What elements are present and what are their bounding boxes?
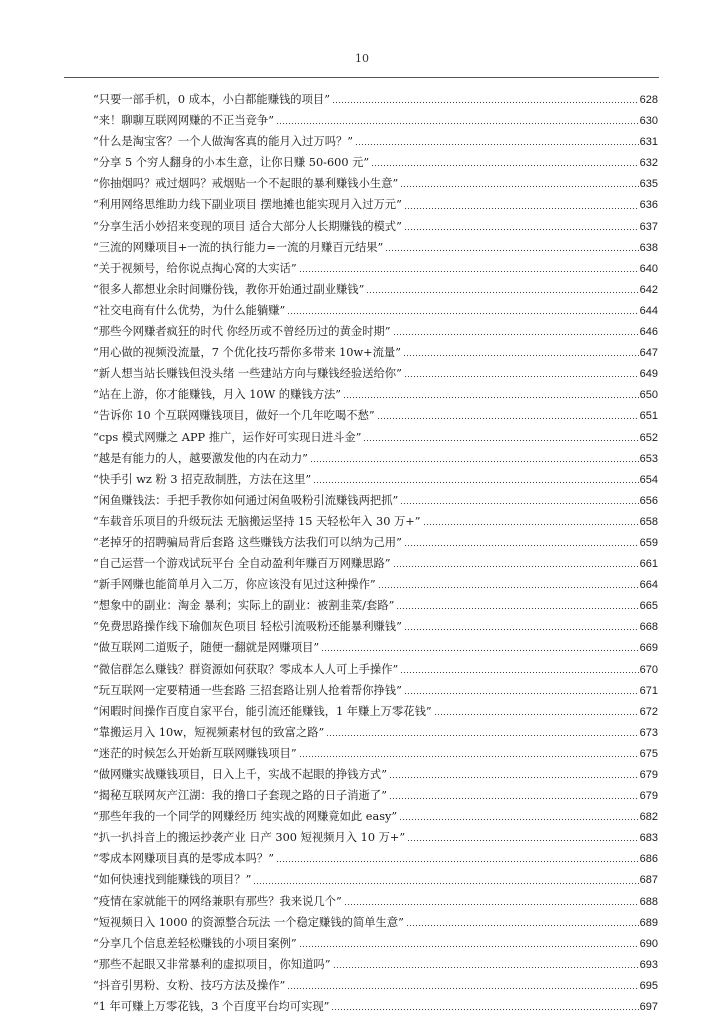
toc-entry-page-number: 665 xyxy=(639,600,658,613)
toc-entry-page-number: 649 xyxy=(639,368,658,381)
dot-leader xyxy=(344,902,639,906)
toc-entry-page-number: 664 xyxy=(639,579,658,592)
toc-entry-page-number: 668 xyxy=(639,621,658,634)
dot-leader xyxy=(299,754,639,758)
dot-leader xyxy=(321,649,638,653)
toc-entry-title: “来！聊聊互联网网赚的不正当竞争” xyxy=(93,114,275,128)
toc-entry[interactable] xyxy=(93,110,658,131)
toc-entry[interactable] xyxy=(93,848,658,869)
toc-entry-title: “做网赚实战赚钱项目，日入上千，实战不起眼的挣钱方式” xyxy=(93,768,387,781)
dot-leader xyxy=(377,417,639,421)
toc-entry-title: “你抽烟吗？戒过烟吗？戒烟贴一个不起眼的暴利赚钱小生意” xyxy=(93,177,399,191)
toc-entry-title: “微信群怎么赚钱？群资源如何获取？零成本人人可上手操作” xyxy=(93,662,399,676)
toc-entry-page-number: 646 xyxy=(639,326,658,339)
dot-leader xyxy=(434,712,639,716)
toc-entry-page-number: 640 xyxy=(639,262,658,275)
toc-entry[interactable] xyxy=(93,194,658,215)
dot-leader xyxy=(378,586,639,590)
toc-entry[interactable] xyxy=(93,701,658,722)
toc-entry[interactable] xyxy=(93,806,658,827)
dot-leader xyxy=(400,185,638,189)
dot-leader xyxy=(299,944,639,948)
toc-entry[interactable] xyxy=(93,891,658,912)
toc-entry[interactable] xyxy=(93,300,658,321)
dot-leader xyxy=(389,797,639,801)
toc-entry-title: “利用网络思维助力线下副业项目 摆地摊也能实现月入过万元” xyxy=(93,198,402,212)
toc-entry-title: “那些今网赚者疯狂的时代 你经历或不曾经历过的黄金时期” xyxy=(93,325,391,339)
toc-entry[interactable] xyxy=(93,237,658,258)
toc-entry[interactable] xyxy=(93,912,658,933)
toc-entry[interactable] xyxy=(93,680,658,701)
toc-entry[interactable] xyxy=(93,827,658,848)
toc-entry-title: “分享几个信息差轻松赚钱的小项目案例” xyxy=(93,936,297,950)
dot-leader xyxy=(423,522,639,526)
toc-entry-page-number: 637 xyxy=(639,220,658,233)
toc-entry-page-number: 651 xyxy=(639,410,658,423)
toc-entry-title: “只要一部手机，0 成本，小白都能赚钱的项目” xyxy=(93,93,330,106)
toc-entry-page-number: 630 xyxy=(639,115,658,128)
toc-entry[interactable] xyxy=(93,384,658,405)
toc-entry-page-number: 656 xyxy=(639,494,658,507)
toc-entry-title: “如何快速找到能赚钱的项目？” xyxy=(93,873,252,887)
dot-leader xyxy=(326,733,638,737)
dot-leader xyxy=(403,354,639,358)
toc-entry-title: “闲鱼赚钱法：手把手教你如何通过闲鱼吸粉引流赚钱两把抓” xyxy=(93,493,399,507)
dot-leader xyxy=(333,965,639,969)
toc-entry-title: “站在上游，你才能赚钱，月入 10W 的赚钱方法” xyxy=(93,388,342,402)
toc-entry-title: “车载音乐项目的升级玩法 无脑搬运坚持 15 天轻松年入 30 万+” xyxy=(93,514,421,528)
toc-entry-page-number: 689 xyxy=(639,916,658,929)
toc-entry[interactable] xyxy=(93,89,658,110)
toc-entry-title: “1 年可赚上万零花钱，3 个百度平台均可实现” xyxy=(93,1000,330,1014)
dot-leader xyxy=(404,206,639,210)
toc-entry-title: “零成本网赚项目真的是零成本吗？” xyxy=(93,852,275,866)
toc-entry-title: “扒一扒抖音上的搬运抄袭产业 日产 300 短视频月入 10 万+” xyxy=(93,831,406,845)
toc-entry-title: “三流的网赚项目+一流的执行能力=一流的月赚百元结果” xyxy=(93,240,384,254)
toc-entry-page-number: 690 xyxy=(639,937,658,950)
toc-entry[interactable] xyxy=(93,553,658,574)
toc-entry-page-number: 644 xyxy=(639,304,658,317)
toc-entry[interactable] xyxy=(93,279,658,300)
toc-entry-page-number: 628 xyxy=(639,94,658,106)
toc-entry[interactable] xyxy=(93,595,658,616)
toc-entry-title: “告诉你 10 个互联网赚钱项目，做好一个几年吃喝不愁” xyxy=(93,409,375,423)
toc-entry-page-number: 687 xyxy=(639,874,658,887)
dot-leader xyxy=(310,459,639,463)
toc-entry-title: “抖音引男粉、女粉、技巧方法及操作” xyxy=(93,978,286,992)
dot-leader xyxy=(366,290,638,294)
toc-entry-page-number: 631 xyxy=(639,136,658,149)
toc-entry-page-number: 673 xyxy=(639,726,658,739)
dot-leader xyxy=(407,839,638,843)
toc-entry-title: “很多人都想业余时间赚份钱，教你开始通过副业赚钱” xyxy=(93,282,365,296)
page-number: 10 xyxy=(355,52,369,65)
toc-entry[interactable] xyxy=(93,342,658,363)
toc-entry-page-number: 652 xyxy=(639,431,658,444)
dot-leader xyxy=(404,544,639,548)
dot-leader xyxy=(404,691,639,695)
toc-entry-page-number: 642 xyxy=(639,283,658,296)
toc-entry-title: “迷茫的时候怎么开始新互联网赚钱项目” xyxy=(93,746,297,760)
dot-leader xyxy=(331,1008,638,1012)
dot-leader xyxy=(400,501,638,505)
toc-entry-title: “做互联网二道贩子，随便一翻就是网赚项目” xyxy=(93,641,320,655)
toc-entry-title: “短视频日入 1000 的资源整合玩法 一个稳定赚钱的简单生意” xyxy=(93,915,404,929)
toc-entry-title: “分享 5 个穷人翻身的小本生意，让你日赚 50-600 元” xyxy=(93,156,370,170)
toc-entry[interactable] xyxy=(93,511,658,532)
dot-leader xyxy=(389,776,639,780)
dot-leader xyxy=(396,607,638,611)
toc-entry-page-number: 688 xyxy=(639,895,658,908)
dot-leader xyxy=(393,565,639,569)
toc-entry[interactable] xyxy=(93,659,658,680)
toc-entry-title: “那些年我的一个同学的网赚经历 纯实战的网赚竟如此 easy” xyxy=(93,810,398,824)
toc-entry-page-number: 672 xyxy=(639,705,658,718)
toc-entry-title: “越是有能力的人，越要激发他的内在动力” xyxy=(93,451,308,465)
toc-entry[interactable] xyxy=(93,152,658,173)
toc-entry[interactable] xyxy=(93,975,658,996)
toc-entry[interactable] xyxy=(93,173,658,194)
dot-leader xyxy=(313,480,638,484)
toc-entry-page-number: 661 xyxy=(639,558,658,571)
toc-entry[interactable] xyxy=(93,869,658,890)
dot-leader xyxy=(404,375,639,379)
dot-leader xyxy=(276,122,639,126)
toc-entry-title: “cps 模式网赚之 APP 推广，运作好可实现日进斗金” xyxy=(93,430,362,444)
toc-entry-page-number: 659 xyxy=(639,536,658,549)
toc-entry-title: “玩互联网一定要精通一些套路 三招套路让别人抢着帮你挣钱” xyxy=(93,683,402,697)
toc-entry[interactable] xyxy=(93,574,658,595)
toc-entry[interactable] xyxy=(93,490,658,511)
dot-leader xyxy=(404,628,639,632)
toc-entry-title: “免费思路操作线下瑜伽灰色项目 轻松引流吸粉还能暴利赚钱” xyxy=(93,620,402,634)
dot-leader xyxy=(400,670,638,674)
toc-entry[interactable] xyxy=(93,469,658,490)
toc-entry-page-number: 658 xyxy=(639,515,658,528)
toc-entry-title: “新人想当站长赚钱但没头绪 一些建站方向与赚钱经验送给你” xyxy=(93,367,402,381)
toc-entry-page-number: 675 xyxy=(639,747,658,760)
dot-leader xyxy=(399,818,638,822)
toc-entry[interactable] xyxy=(93,785,658,806)
toc-entry-page-number: 654 xyxy=(639,473,658,486)
toc-entry-title: “老掉牙的招聘骗局背后套路 这些赚钱方法我们可以纳为己用” xyxy=(93,535,402,549)
toc-entry[interactable] xyxy=(93,448,658,469)
toc-entry-page-number: 650 xyxy=(639,389,658,402)
toc-entry[interactable] xyxy=(93,954,658,975)
toc-entry-title: “疫情在家就能干的网络兼职有那些？我来说几个” xyxy=(93,894,342,908)
toc-entry-page-number: 697 xyxy=(639,1001,658,1014)
toc-entry-title: “那些不起眼又非常暴利的虚拟项目，你知道吗” xyxy=(93,957,331,971)
toc-entry-title: “自己运营一个游戏试玩平台 全自动盈利年赚百万网赚思路” xyxy=(93,557,391,571)
toc-entry-title: “想象中的副业：淘金 暴利；实际上的副业：被割韭菜/套路” xyxy=(93,599,395,613)
toc-entry-title: “快手引 wz 粉 3 招克敌制胜，方法在这里” xyxy=(93,472,312,486)
toc-entry-page-number: 647 xyxy=(639,347,658,360)
dot-leader xyxy=(385,248,638,252)
toc-entry-page-number: 693 xyxy=(639,958,658,971)
dot-leader xyxy=(287,311,638,315)
dot-leader xyxy=(404,227,639,231)
toc-entry-title: “揭秘互联网灰产江湖：我的撸口子套现之路的日子消逝了” xyxy=(93,789,387,803)
toc-entry-title: “闲暇时间操作百度自家平台，能引流还能赚钱，1 年赚上万零花钱” xyxy=(93,704,432,718)
toc-entry-title: “关于视频号，给你说点掏心窝的大实话” xyxy=(93,261,297,275)
toc-entry[interactable] xyxy=(93,216,658,237)
toc-entry-page-number: 670 xyxy=(639,663,658,676)
toc-entry-page-number: 679 xyxy=(639,769,658,781)
toc-entry-title: “社交电商有什么优势，为什么能躺赚” xyxy=(93,303,286,317)
toc-entry[interactable] xyxy=(93,764,658,785)
toc-entry[interactable] xyxy=(93,427,658,448)
toc-entry[interactable] xyxy=(93,405,658,426)
toc-entry[interactable] xyxy=(93,722,658,743)
header-divider xyxy=(64,77,659,78)
toc-entry-title: “分享生活小妙招来变现的项目 适合大部分人长期赚钱的模式” xyxy=(93,219,402,233)
toc-entry[interactable] xyxy=(93,996,658,1017)
toc-entry-page-number: 679 xyxy=(639,790,658,803)
toc-entry-page-number: 669 xyxy=(639,642,658,655)
toc-entry[interactable] xyxy=(93,363,658,384)
toc-entry-page-number: 682 xyxy=(639,811,658,824)
dot-leader xyxy=(363,438,638,442)
toc-entry[interactable] xyxy=(93,258,658,279)
toc-entry-page-number: 653 xyxy=(639,452,658,465)
dot-leader xyxy=(355,143,639,147)
toc-entry-page-number: 686 xyxy=(639,853,658,866)
toc-entry[interactable] xyxy=(93,637,658,658)
dot-leader xyxy=(371,164,638,168)
dot-leader xyxy=(299,269,639,273)
toc-entry-title: “靠搬运月入 10w，短视频素材包的致富之路” xyxy=(93,725,325,739)
toc-entry-page-number: 635 xyxy=(639,178,658,191)
table-of-contents xyxy=(93,89,658,1017)
toc-entry[interactable] xyxy=(93,743,658,764)
toc-entry-title: “新手网赚也能简单月入二万，你应该没有见过这种操作” xyxy=(93,578,376,592)
toc-entry[interactable] xyxy=(93,321,658,342)
dot-leader xyxy=(287,986,638,990)
dot-leader xyxy=(393,333,639,337)
toc-entry[interactable] xyxy=(93,532,658,553)
toc-entry-page-number: 638 xyxy=(639,241,658,254)
toc-entry[interactable] xyxy=(93,131,658,152)
toc-entry-title: “什么是淘宝客？一个人做淘客真的能月入过万吗？” xyxy=(93,135,354,149)
dot-leader xyxy=(343,396,639,400)
toc-entry-page-number: 683 xyxy=(639,832,658,845)
toc-entry-page-number: 636 xyxy=(639,199,658,212)
dot-leader xyxy=(332,101,639,105)
toc-entry-page-number: 632 xyxy=(639,157,658,170)
toc-entry-page-number: 695 xyxy=(639,979,658,992)
dot-leader xyxy=(276,860,639,864)
toc-entry[interactable] xyxy=(93,616,658,637)
toc-entry[interactable] xyxy=(93,933,658,954)
dot-leader xyxy=(253,881,638,885)
toc-entry-page-number: 671 xyxy=(639,684,658,697)
toc-entry-title: “用心做的视频没流量，7 个优化技巧帮你多带来 10w+流量” xyxy=(93,346,401,360)
dot-leader xyxy=(406,923,639,927)
